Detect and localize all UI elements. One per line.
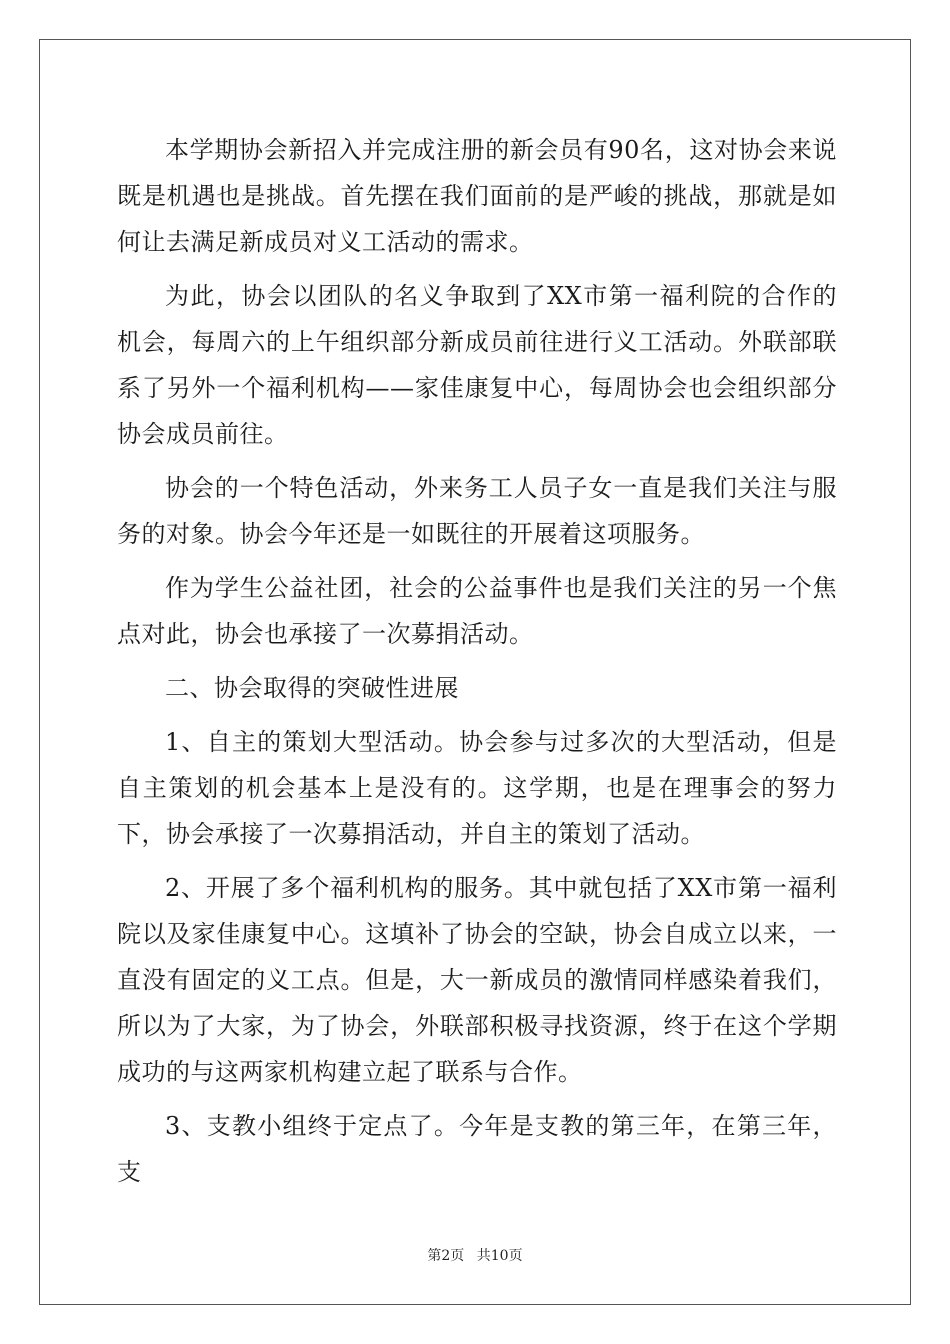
paragraph-item-3: 3、支教小组终于定点了。今年是支教的第三年，在第三年，支 bbox=[117, 1112, 837, 1186]
document-body bbox=[117, 127, 837, 1203]
paragraph-3: 协会的一个特色活动，外来务工人员子女一直是我们关注与服务的对象。协会今年还是一如既往的开展着这项服务。 bbox=[117, 474, 837, 548]
page-footer bbox=[0, 1245, 950, 1265]
paragraph-4: 作为学生公益社团，社会的公益事件也是我们关注的另一个焦点对此，协会也承接了一次募捐活动。 bbox=[117, 574, 837, 648]
paragraph-2: 为此，协会以团队的名义争取到了XX市第一福利院的合作的机会，每周六的上午组织部分新成员前往进行义工活动。外联部联系了另外一个福利机构——家佳康复中心，每周协会也会组织部分协会成员前往。 bbox=[117, 282, 837, 448]
paragraph-item-1: 1、自主的策划大型活动。协会参与过多次的大型活动，但是自主策划的机会基本上是没有的。这学期，也是在理事会的努力下，协会承接了一次募捐活动，并自主的策划了活动。 bbox=[117, 728, 837, 848]
page-number: 第2页 bbox=[427, 1248, 465, 1264]
paragraph-1: 本学期协会新招入并完成注册的新会员有90名，这对协会来说既是机遇也是挑战。首先摆在我们面前的是严峻的挑战，那就是如何让去满足新成员对义工活动的需求。 bbox=[117, 136, 837, 256]
paragraph-item-2: 2、开展了多个福利机构的服务。其中就包括了XX市第一福利院以及家佳康复中心。这填补了协会的空缺，协会自成立以来，一直没有固定的义工点。但是，大一新成员的激情同样感染着我们，所以为了大家，为了协会，外联部积极寻找资源，终于在这个学期成功的与这两家机构建立起了联系与合作。 bbox=[117, 874, 837, 1086]
section-heading: 二、协会取得的突破性进展 bbox=[165, 674, 459, 702]
page-total: 共10页 bbox=[476, 1248, 523, 1264]
